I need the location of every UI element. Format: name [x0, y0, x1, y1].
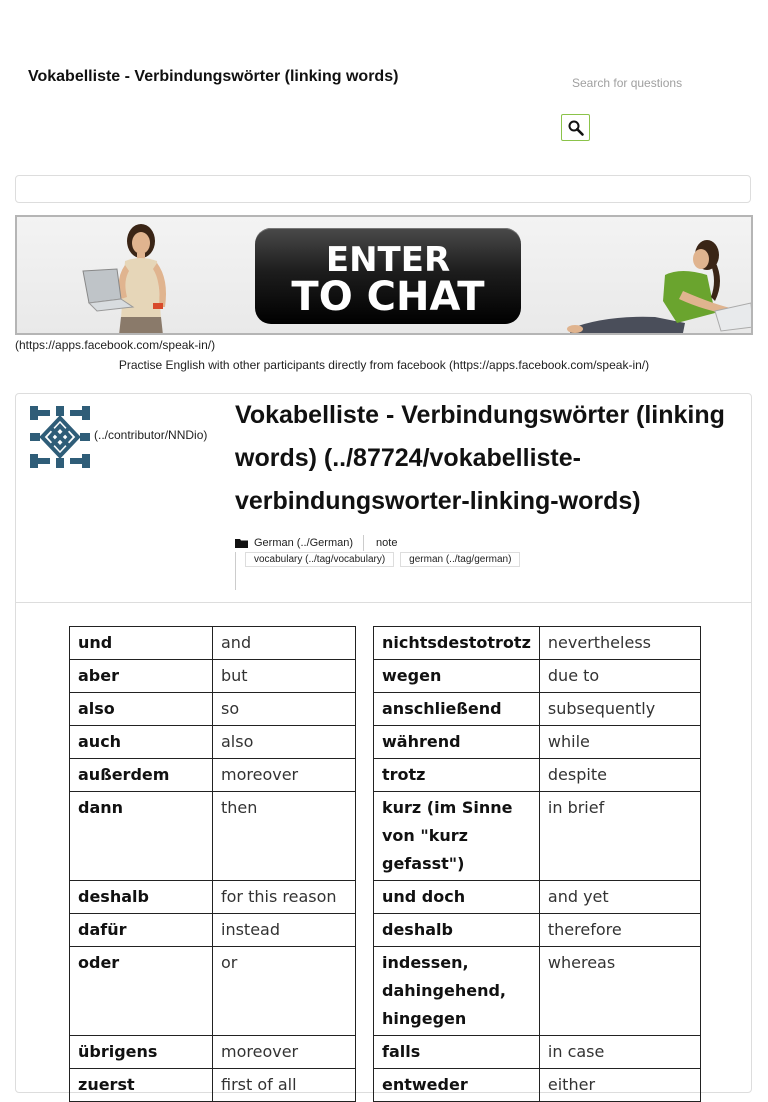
table-row	[374, 914, 701, 947]
table-row	[70, 792, 356, 881]
banner-link[interactable]: (https://apps.facebook.com/speak-in/)	[15, 338, 216, 352]
table-row	[70, 726, 356, 759]
english-translation-cell: moreover	[213, 759, 356, 792]
card-divider	[16, 602, 751, 603]
table-row	[70, 660, 356, 693]
table-row	[70, 759, 356, 792]
english-translation-cell: also	[213, 726, 356, 759]
german-word-cell: zuerst	[70, 1069, 213, 1102]
german-word-cell: und doch	[374, 881, 540, 914]
woman-with-laptop-figure	[77, 219, 197, 335]
english-translation-cell: while	[539, 726, 700, 759]
english-translation-cell: therefore	[539, 914, 700, 947]
german-word-cell: auch	[70, 726, 213, 759]
search-icon	[567, 119, 585, 137]
table-row	[70, 1036, 356, 1069]
english-translation-cell: whereas	[539, 947, 700, 1036]
banner-caption[interactable]: Practise English with other participants directly from facebook (https://apps.facebook.com/speak-in/)	[118, 358, 650, 372]
table-row	[70, 693, 356, 726]
german-word-cell: falls	[374, 1036, 540, 1069]
german-word-cell: also	[70, 693, 213, 726]
english-translation-cell: so	[213, 693, 356, 726]
table-row	[374, 627, 701, 660]
english-translation-cell: first of all	[213, 1069, 356, 1102]
german-word-cell: und	[70, 627, 213, 660]
german-word-cell: dafür	[70, 914, 213, 947]
vocab-table-right	[373, 626, 701, 1102]
german-word-cell: dann	[70, 792, 213, 881]
german-word-cell: deshalb	[70, 881, 213, 914]
table-row	[70, 947, 356, 1036]
english-translation-cell: or	[213, 947, 356, 1036]
document-title[interactable]: Vokabelliste - Verbindungswörter (linking words) (../87724/vokabelliste-verbindungsworter-linking-words)	[235, 401, 725, 515]
german-word-cell: deshalb	[374, 914, 540, 947]
german-word-cell: aber	[70, 660, 213, 693]
table-row	[374, 693, 701, 726]
table-row	[374, 1069, 701, 1102]
vocab-table-left	[69, 626, 356, 1102]
search-button[interactable]	[561, 114, 590, 141]
german-word-cell: indessen, dahingehend, hingegen	[374, 947, 540, 1036]
english-translation-cell: in brief	[539, 792, 700, 881]
german-word-cell: trotz	[374, 759, 540, 792]
contributor-link[interactable]: (../contributor/NNDio)	[94, 428, 208, 442]
german-word-cell: nichtsdestotrotz	[374, 627, 540, 660]
table-row	[374, 947, 701, 1036]
english-translation-cell: then	[213, 792, 356, 881]
table-row	[374, 660, 701, 693]
english-translation-cell: and	[213, 627, 356, 660]
english-translation-cell: but	[213, 660, 356, 693]
search-input[interactable]	[566, 72, 728, 94]
english-translation-cell: in case	[539, 1036, 700, 1069]
tag-vocabulary[interactable]: vocabulary (../tag/vocabulary)	[245, 552, 394, 567]
document-type: note	[376, 537, 398, 549]
english-translation-cell: despite	[539, 759, 700, 792]
category-link[interactable]: German (../German)	[254, 537, 354, 549]
chat-banner[interactable]	[15, 215, 753, 335]
english-translation-cell: for this reason	[213, 881, 356, 914]
table-row	[70, 1069, 356, 1102]
category-row	[235, 535, 397, 551]
table-row	[374, 759, 701, 792]
chat-button-line1: ENTER	[325, 240, 451, 280]
german-word-cell: oder	[70, 947, 213, 1036]
table-row	[374, 881, 701, 914]
english-translation-cell: nevertheless	[539, 627, 700, 660]
table-row	[70, 881, 356, 914]
english-translation-cell: due to	[539, 660, 700, 693]
german-word-cell: außerdem	[70, 759, 213, 792]
table-row	[374, 1036, 701, 1069]
tag-german[interactable]: german (../tag/german)	[400, 552, 520, 567]
german-word-cell: während	[374, 726, 540, 759]
english-translation-cell: either	[539, 1069, 700, 1102]
english-translation-cell: moreover	[213, 1036, 356, 1069]
german-word-cell: entweder	[374, 1069, 540, 1102]
german-word-cell: anschließend	[374, 693, 540, 726]
german-word-cell: übrigens	[70, 1036, 213, 1069]
tags-divider	[235, 552, 236, 590]
woman-lying-with-laptop-figure	[565, 231, 753, 335]
chat-button-line2: TO CHAT	[291, 274, 485, 320]
table-row	[70, 627, 356, 660]
table-row	[70, 914, 356, 947]
german-word-cell: kurz (im Sinne von "kurz gefasst")	[374, 792, 540, 881]
empty-notice-bar	[15, 175, 751, 203]
table-row	[374, 792, 701, 881]
german-word-cell: wegen	[374, 660, 540, 693]
english-translation-cell: instead	[213, 914, 356, 947]
contributor-avatar[interactable]	[30, 406, 90, 468]
page-title: Vokabelliste - Verbindungswörter (linking words)	[28, 68, 399, 85]
table-row	[374, 726, 701, 759]
enter-to-chat-button[interactable]	[255, 228, 521, 324]
english-translation-cell: subsequently	[539, 693, 700, 726]
category-separator	[363, 535, 364, 551]
english-translation-cell: and yet	[539, 881, 700, 914]
tag-list	[245, 552, 520, 567]
folder-icon	[235, 538, 248, 548]
